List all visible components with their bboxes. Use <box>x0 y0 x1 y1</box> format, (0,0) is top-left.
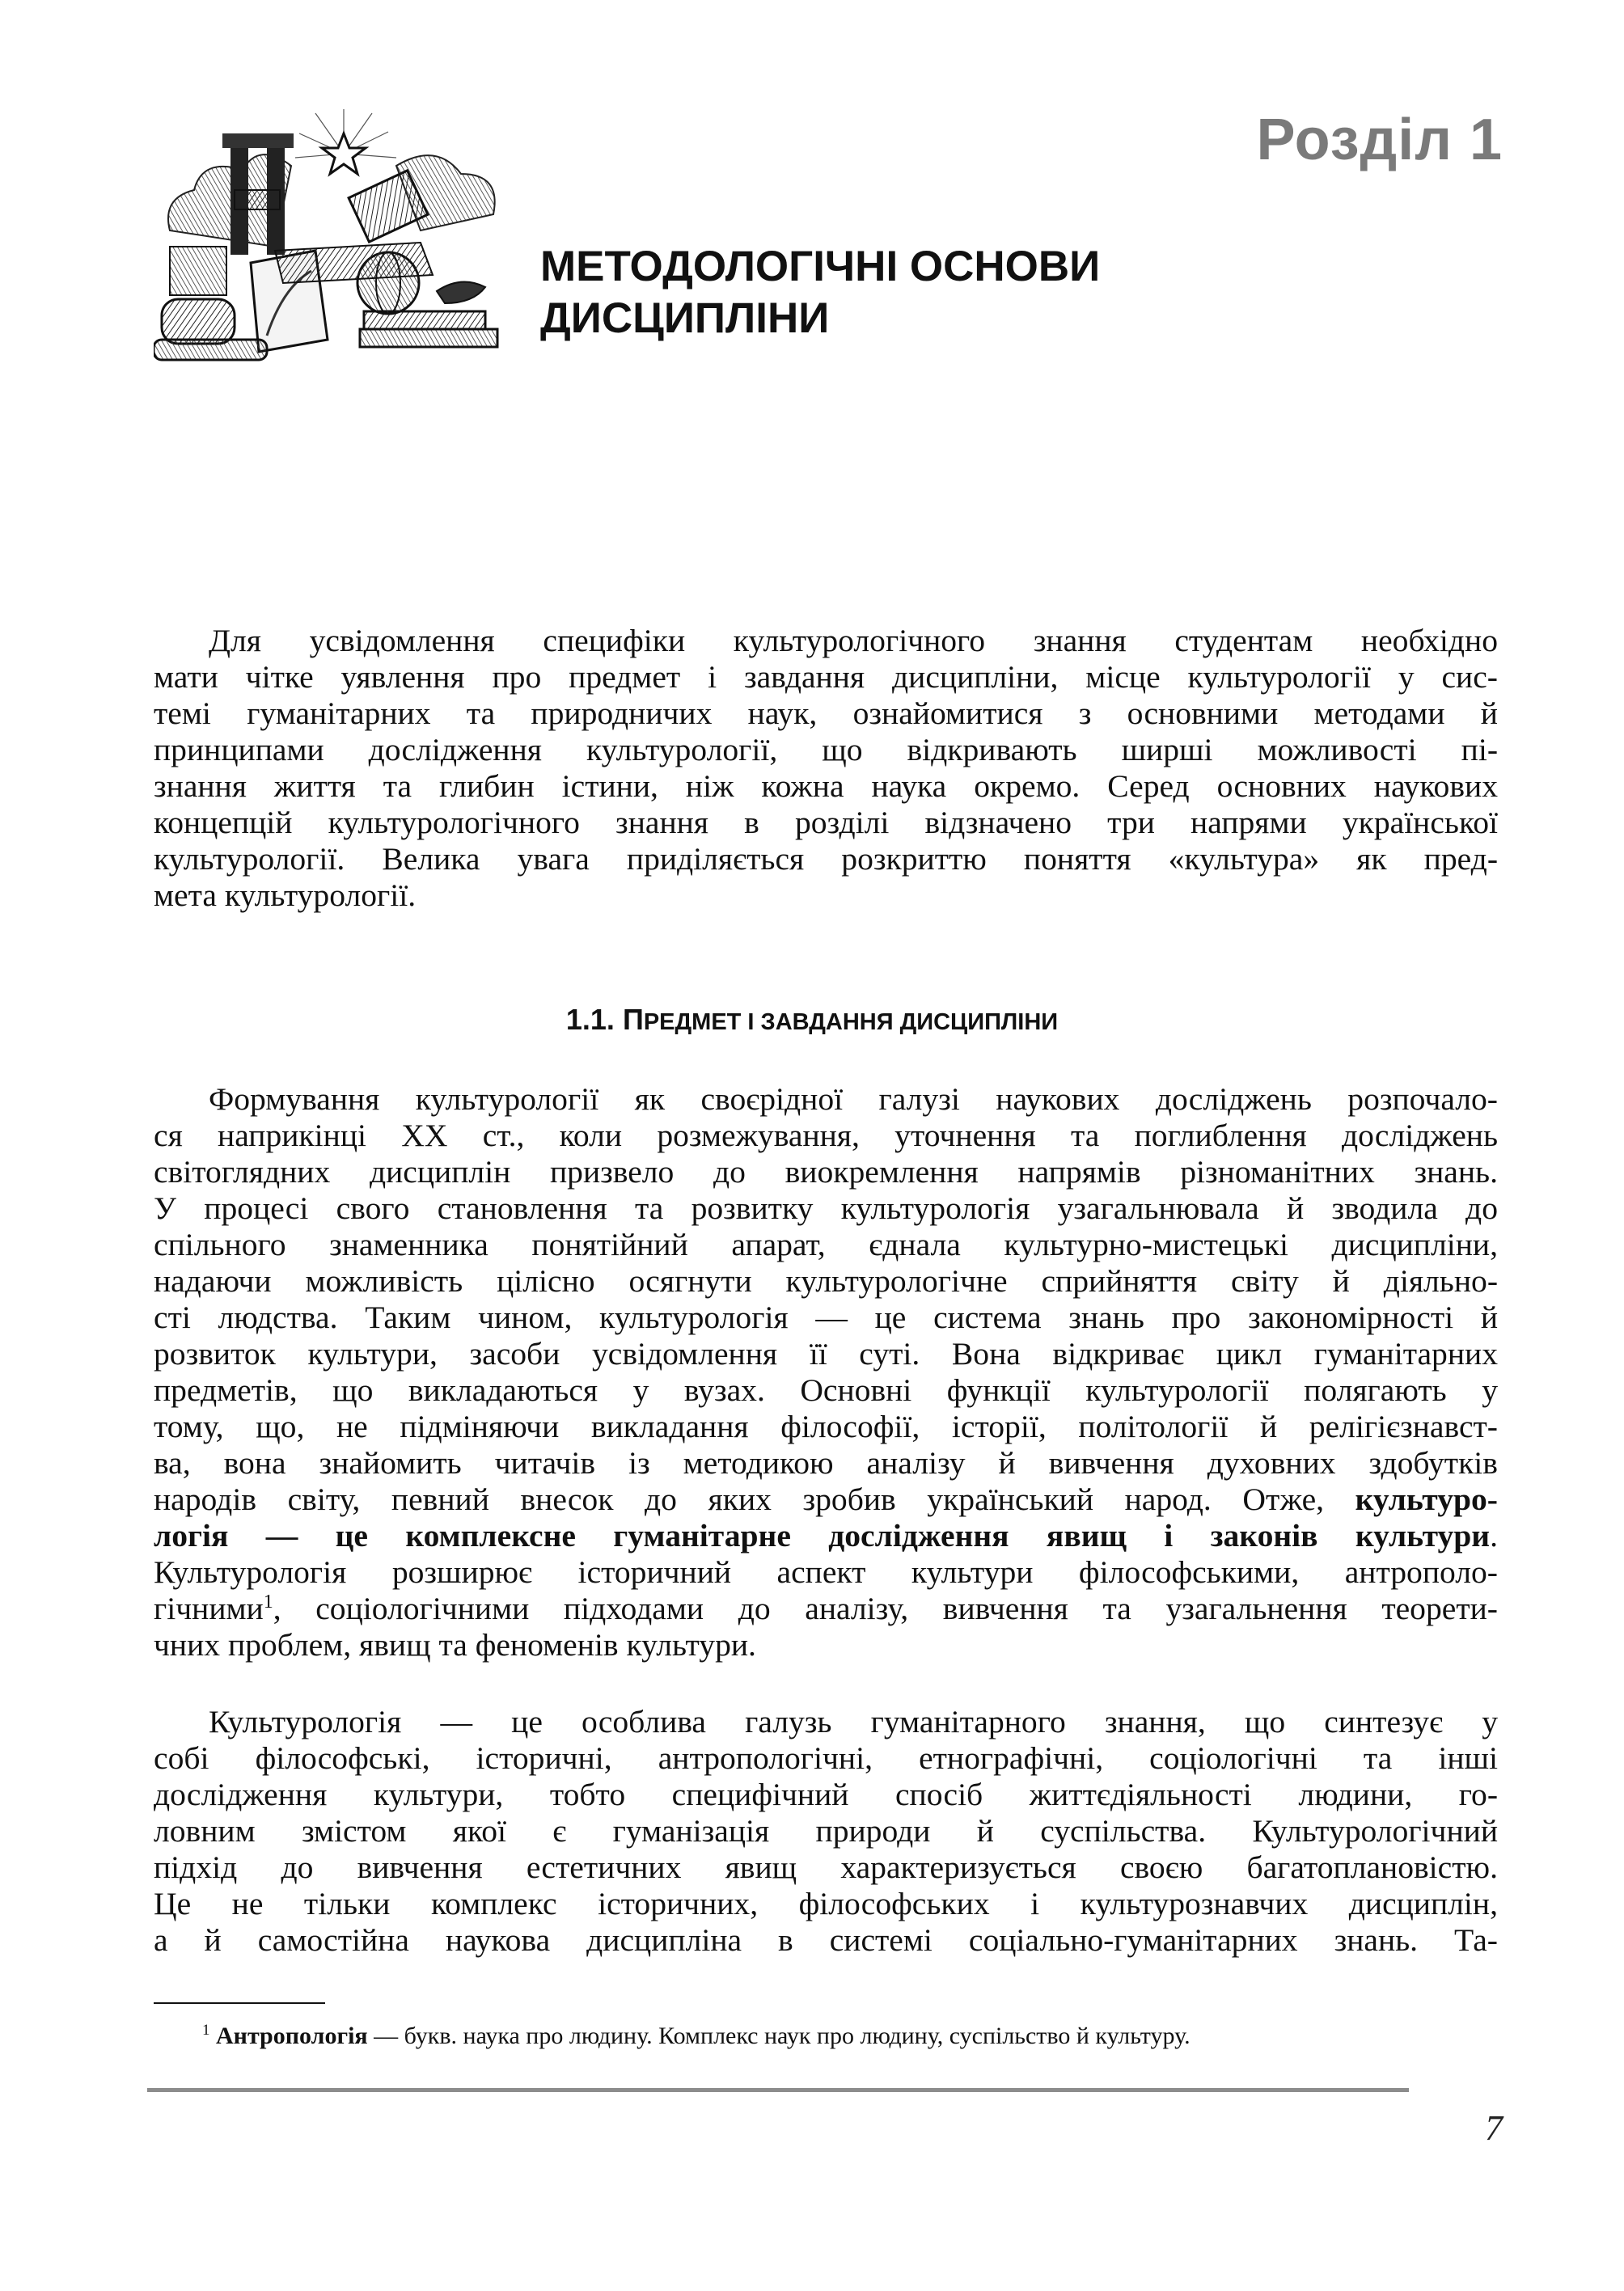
text-line <box>154 1482 1498 1518</box>
text-line: мати чітке уявлення про предмет і завдання дисципліни, місце культурології у сис- <box>154 659 1498 695</box>
engraving-books-printing-press-icon <box>154 109 518 364</box>
text-line: чних проблем, явищ та феноменів культури. <box>154 1627 756 1663</box>
footnote-marker: 1 <box>202 2022 210 2039</box>
section-initial: П <box>622 1003 644 1036</box>
text-line: дослідження культури, тобто специфічний спосіб життєдіяльності людини, го- <box>154 1777 1498 1812</box>
body-paragraph <box>154 1081 1498 1663</box>
text-line: ловним змістом якої є гуманізація природи й суспільства. Культурологічний <box>154 1813 1498 1849</box>
chapter-title-line: МЕТОДОЛОГІЧНІ ОСНОВИ <box>540 243 1101 290</box>
text-run: . <box>1490 1518 1498 1553</box>
text-line: Формування культурології як своєрідної галузі наукових досліджень розпочало- <box>209 1081 1498 1117</box>
text-line <box>154 1591 1498 1627</box>
text-line: спільного знаменника понятійний апарат, єднала культурно-мистецькі дисципліни, <box>154 1227 1498 1262</box>
body-paragraph <box>154 1704 1498 1959</box>
text-line <box>154 1518 1498 1554</box>
footnote-ref[interactable]: 1 <box>263 1591 273 1613</box>
text-line: собі філософські, історичні, антропологічні, етнографічні, соціологічні та інші <box>154 1740 1498 1776</box>
text-line: сті людства. Таким чином, культурологія — це система знань про закономірності й <box>154 1300 1498 1335</box>
text-line: а й самостійна наукова дисципліна в системі соціально-гуманітарних знань. Та- <box>154 1922 1498 1958</box>
text-run: , соціологічними підходами до аналізу, вивчення та узагальнення теорети- <box>273 1591 1498 1626</box>
text-line: розвиток культури, засоби усвідомлення її суті. Вона відкриває цикл гуманітарних <box>154 1336 1498 1372</box>
footnote <box>202 2022 1496 2051</box>
section-number: 1.1. <box>565 1003 615 1036</box>
text-line: темі гуманітарних та природничих наук, ознайомитися з основними методами й <box>154 695 1498 731</box>
chapter-title-line: ДИСЦИПЛІНИ <box>540 294 830 342</box>
text-line: Культурологія розширює історичний аспект культури філософськими, антрополо- <box>154 1554 1498 1590</box>
footnote-divider <box>154 2002 325 2004</box>
bold-definition: логія — це комплексне гуманітарне дослідження явищ і законів культури <box>154 1518 1491 1553</box>
text-line: мета культурології. <box>154 877 417 913</box>
footnote-text: — букв. наука про людину. Комплекс наук про людину, суспільство й культуру. <box>367 2023 1191 2049</box>
text-line: У процесі свого становлення та розвитку культурологія узагальнювала й зводила до <box>154 1190 1498 1226</box>
chapter-label: Розділ 1 <box>1256 108 1503 172</box>
text-line: Це не тільки комплекс історичних, філософських і культурознавчих дисциплін, <box>154 1886 1498 1921</box>
text-line: тому, що, не підміняючи викладання філософії, історії, політології й релігієзнавст- <box>154 1409 1498 1444</box>
text-line: концепцій культурологічного знання в розділі відзначено три напрями української <box>154 805 1498 840</box>
text-line: надаючи можливість цілісно осягнути культурологічне сприйняття світу й діяльно- <box>154 1263 1498 1299</box>
chapter-title <box>540 241 1268 344</box>
bold-term: культуро- <box>1355 1482 1498 1517</box>
text-line: принципами дослідження культурології, що відкривають ширші можливості пі- <box>154 732 1498 767</box>
text-line: ва, вона знайомить читачів із методикою аналізу й вивчення духовних здобутків <box>154 1445 1498 1481</box>
section-heading <box>0 1003 1624 1037</box>
text-line: Культурологія — це особлива галузь гуманітарного знання, що синтезує у <box>209 1704 1498 1739</box>
intro-paragraph <box>154 623 1498 914</box>
section-title-rest: РЕДМЕТ І ЗАВДАННЯ ДИСЦИПЛІНИ <box>643 1009 1059 1035</box>
text-line: культурології. Велика увага приділяється розкриттю поняття «культура» як пред- <box>154 841 1498 877</box>
text-line: предметів, що викладаються у вузах. Основні функції культурології полягають у <box>154 1372 1498 1408</box>
page-number: 7 <box>1485 2108 1503 2148</box>
text-line: Для усвідомлення специфіки культурологічного знання студентам необхідно <box>209 623 1498 658</box>
text-line: знання життя та глибин істини, ніж кожна наука окремо. Серед основних наукових <box>154 768 1498 804</box>
text-line: підхід до вивчення естетичних явищ характеризується своєю багатоплановістю. <box>154 1849 1498 1885</box>
page-footer-rule <box>147 2088 1409 2092</box>
text-line: світоглядних дисциплін призвело до виокремлення напрямів різноманітних знань. <box>154 1154 1498 1190</box>
text-line: ся наприкінці XX ст., коли розмежування, уточнення та поглиблення досліджень <box>154 1118 1498 1153</box>
footnote-term: Антропологія <box>216 2023 368 2049</box>
text-run: народів світу, певний внесок до яких зробив український народ. Отже, <box>154 1482 1355 1517</box>
text-run: гічними <box>154 1591 264 1626</box>
